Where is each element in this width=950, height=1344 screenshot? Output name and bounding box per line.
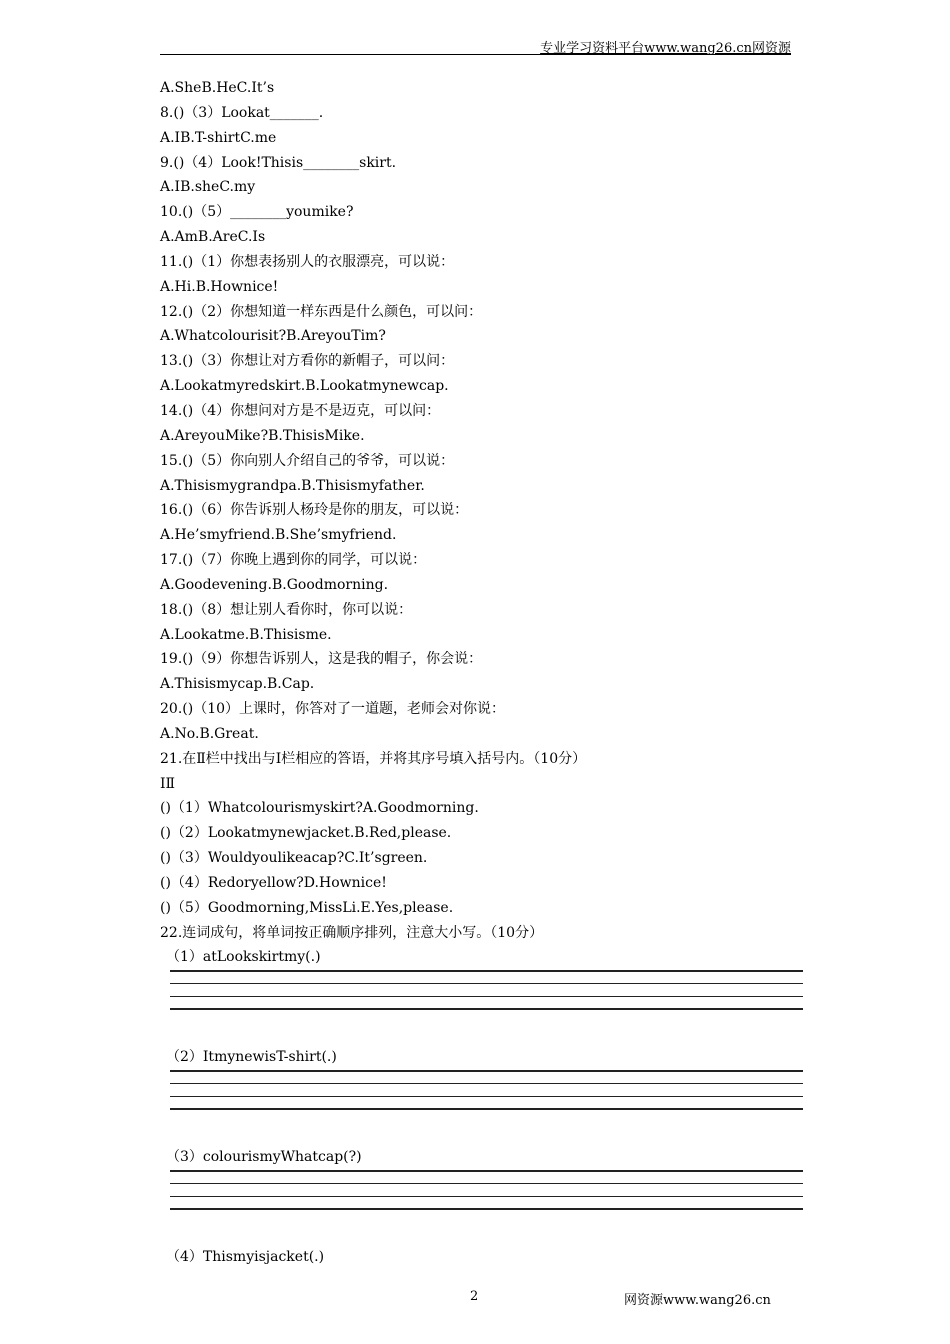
answer-line (170, 1008, 803, 1010)
text-line: A.IB.sheC.my (160, 179, 256, 196)
text-line: 21.在Ⅱ栏中找出与Ⅰ栏相应的答语，并将其序号填入括号内。（10分） (160, 750, 587, 767)
page-header (160, 36, 791, 55)
header-site-text: 专业学习资料平台www.wang26.cn网资源 (540, 41, 791, 56)
text-line: 22.连词成句，将单词按正确顺序排列，注意大小写。（10分） (160, 924, 544, 941)
question-list (160, 76, 820, 946)
text-line: ()（5）Goodmorning,MissLi.E.Yes,please. (160, 899, 454, 916)
text-line: 17.()（7）你晚上遇到你的同学，可以说： (160, 552, 427, 569)
ordering-item (160, 944, 820, 1044)
answer-line (170, 1096, 803, 1098)
text-line: ()（2）Lookatmynewjacket.B.Red,please. (160, 825, 452, 842)
sentence-ordering-section (160, 944, 820, 1270)
answer-line (170, 970, 803, 972)
ordering-prompt: （3）colourismyWhatcap(?) (166, 1149, 362, 1165)
text-line: A.Goodevening.B.Goodmorning. (160, 576, 389, 593)
ordering-item (160, 1244, 820, 1270)
text-line: A.Thisismygrandpa.B.Thisismyfather. (160, 477, 425, 494)
text-line: 15.()（5）你向别人介绍自己的爷爷，可以说： (160, 452, 455, 469)
text-line: A.No.B.Great. (160, 725, 259, 742)
answer-lines[interactable] (170, 1170, 803, 1210)
text-line: A.AreyouMike?B.ThisisMike. (160, 427, 365, 444)
text-line: 19.()（9）你想告诉别人，这是我的帽子，你会说： (160, 651, 483, 668)
text-line: A.Hi.B.Hownice! (160, 278, 279, 295)
answer-lines[interactable] (170, 1070, 803, 1110)
text-line: ()（3）Wouldyoulikeacap?C.It’sgreen. (160, 850, 428, 867)
answer-line (170, 1083, 803, 1085)
text-line: A.He’smyfriend.B.She’smyfriend. (160, 527, 397, 544)
answer-line (170, 996, 803, 998)
text-line: 20.()（10）上课时，你答对了一道题，老师会对你说： (160, 701, 506, 718)
text-line: A.Thisismycap.B.Cap. (160, 676, 315, 693)
text-line: 10.()（5）________youmike? (160, 204, 354, 221)
answer-line (170, 1183, 803, 1185)
answer-line (170, 1108, 803, 1110)
page-number: 2 (470, 1289, 479, 1304)
text-line: A.IB.T-shirtC.me (160, 129, 277, 146)
ordering-prompt: （2）ItmynewisT-shirt(.) (166, 1049, 337, 1065)
text-line: 11.()（1）你想表扬别人的衣服漂亮，可以说： (160, 253, 455, 270)
text-line: 12.()（2）你想知道一样东西是什么颜色，可以问： (160, 303, 483, 320)
text-line: A.AmB.AreC.Is (160, 229, 266, 246)
text-line: 9.()（4）Look!Thisis________skirt. (160, 154, 397, 171)
footer-site-text: 网资源www.wang26.cn (624, 1293, 771, 1308)
text-line: A.Whatcolourisit?B.AreyouTim? (160, 328, 386, 345)
text-line: A.SheB.HeC.It’s (160, 80, 275, 96)
answer-line (170, 1208, 803, 1210)
text-line: 8.()（3）Lookat_______. (160, 104, 324, 121)
answer-line (170, 1070, 803, 1072)
text-line: A.Lookatmyredskirt.B.Lookatmynewcap. (160, 378, 449, 395)
text-line: ⅠⅡ (160, 775, 176, 792)
answer-line (170, 1196, 803, 1198)
ordering-prompt: （4）Thismyisjacket(.) (166, 1249, 325, 1265)
text-line: 16.()（6）你告诉别人杨玲是你的朋友，可以说： (160, 502, 469, 519)
text-line: 13.()（3）你想让对方看你的新帽子，可以问： (160, 353, 455, 370)
answer-lines[interactable] (170, 970, 803, 1010)
text-line: 14.()（4）你想问对方是不是迈克，可以问： (160, 402, 441, 419)
ordering-item (160, 1044, 820, 1144)
answer-line (170, 1170, 803, 1172)
text-line: A.Lookatme.B.Thisisme. (160, 626, 332, 643)
ordering-prompt: （1）atLookskirtmy(.) (166, 949, 321, 965)
ordering-item (160, 1144, 820, 1244)
text-line: 18.()（8）想让别人看你时，你可以说： (160, 601, 413, 618)
text-line: ()（4）Redoryellow?D.Hownice! (160, 875, 387, 891)
answer-line (170, 983, 803, 985)
text-line: ()（1）Whatcolourismyskirt?A.Goodmorning. (160, 800, 479, 817)
